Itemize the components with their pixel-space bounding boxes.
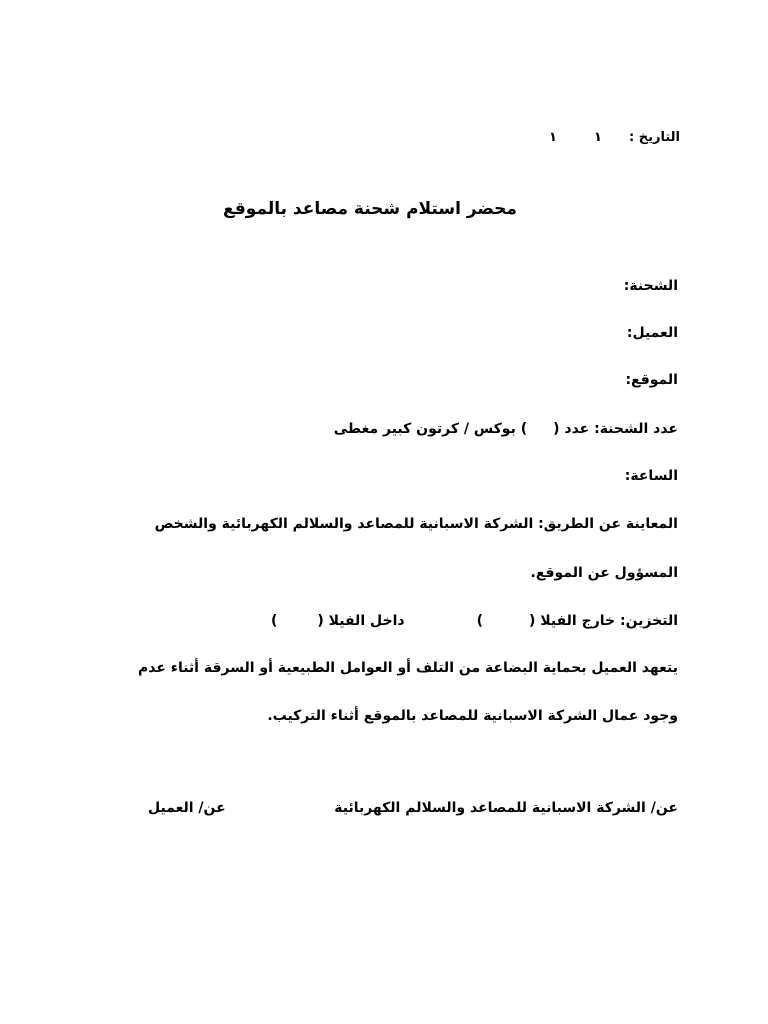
inspection-line-1: المعاينة عن الطريق: الشركة الاسبانية للمصاعد والسلالم الكهربائية والشخص — [154, 516, 678, 532]
storage-label: التخزين: خارج الفيلا — [540, 613, 678, 629]
inspection-line-2: المسؤول عن الموقع. — [530, 565, 678, 581]
storage-open-2: ( — [317, 613, 324, 629]
date-line — [549, 130, 680, 145]
shipment-count-start: عدد الشحنة: عدد ( — [553, 421, 678, 437]
storage-close-2: ) — [270, 613, 278, 629]
title-text: محضر استلام شحنة مصاعد بالموقع — [223, 199, 517, 219]
date-day: ١ — [594, 130, 602, 145]
shipment-count-line — [334, 421, 678, 437]
storage-close-1: ) — [476, 613, 483, 629]
time-field: الساعة: — [624, 468, 678, 484]
storage-inside-label: داخل الفيلا — [328, 613, 405, 629]
storage-line — [271, 613, 678, 629]
date-month: ١ — [549, 130, 557, 145]
date-label: التاريخ : — [629, 130, 680, 145]
client-field: العميل: — [626, 325, 678, 341]
document-title — [0, 199, 768, 219]
signature-client: عن/ العميل — [148, 800, 226, 816]
location-field: الموقع: — [625, 372, 678, 388]
shipment-count-end: ) بوكس / كرتون كبير مغطى — [333, 421, 528, 437]
storage-open-1: ( — [528, 613, 536, 629]
commitment-line-1: يتعهد العميل بحماية البضاعة من التلف أو العوامل الطبيعية أو السرقة أثناء عدم — [138, 660, 678, 676]
signature-company: عن/ الشركة الاسبانية للمصاعد والسلالم الكهربائية — [334, 800, 678, 816]
commitment-line-2: وجود عمال الشركة الاسبانية للمصاعد بالموقع أثناء التركيب. — [267, 708, 678, 724]
shipment-field: الشحنة: — [623, 278, 678, 294]
